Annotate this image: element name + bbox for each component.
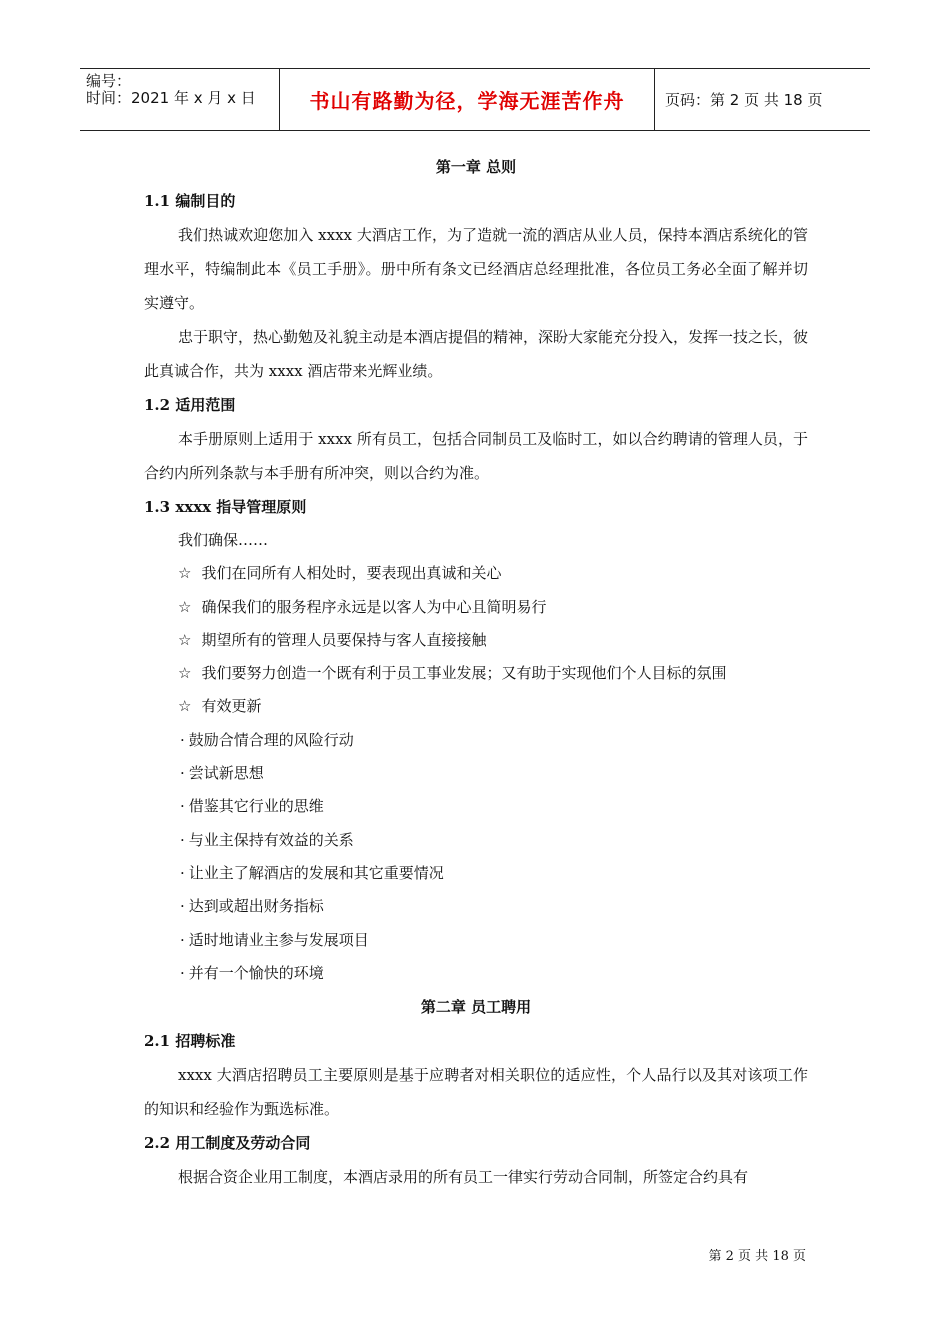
star-icon: ☆ [178, 630, 192, 649]
bullet-item [144, 890, 808, 923]
star-icon: ☆ [178, 697, 192, 716]
bullet-item-text: 与业主保持有效益的关系 [188, 830, 354, 849]
bullet-icon: · [180, 897, 185, 916]
bullet-item [144, 857, 808, 890]
time-label: 时间：2021 年 x 月 x 日 [86, 89, 256, 107]
star-icon: ☆ [178, 664, 192, 683]
list-item [144, 657, 808, 690]
bullet-item-text: 达到或超出财务指标 [188, 897, 324, 916]
star-icon: ☆ [178, 564, 192, 583]
bullet-item [144, 957, 808, 990]
number-label: 编号： [86, 72, 132, 90]
bullet-item [144, 924, 808, 957]
section-heading: 2.1 招聘标准 [144, 1032, 236, 1051]
paragraph: 根据合资企业用工制度，本酒店录用的所有员工一律实行劳动合同制，所签定合约具有 [178, 1168, 749, 1187]
list-item-text: 有效更新 [201, 697, 262, 716]
header-motto: 书山有路勤为径，学海无涯苦作舟 [280, 69, 655, 130]
paragraph: 本手册原则上适用于 xxxx 所有员工，包括合同制员工及临时工，如以合约聘请的管理人员，于合约内所列条款与本手册有所冲突，则以合约为准。 [144, 430, 808, 482]
list-item [144, 591, 808, 624]
bullet-item [144, 757, 808, 790]
list-item [144, 690, 808, 723]
chapter-title: 第一章 总则 [435, 158, 517, 176]
list-item [144, 557, 808, 590]
bullet-item [144, 724, 808, 757]
bullet-item-text: 鼓励合情合理的风险行动 [188, 730, 354, 749]
list-item-text: 我们在同所有人相处时，要表现出真诚和关心 [201, 564, 502, 583]
bullet-item-text: 适时地请业主参与发展项目 [188, 930, 369, 949]
section-heading: 1.3 xxxx 指导管理原则 [144, 498, 307, 516]
list-item [144, 624, 808, 657]
paragraph: 忠于职守，热心勤勉及礼貌主动是本酒店提倡的精神，深盼大家能充分投入，发挥一技之长，彼此真诚合作，共为 xxxx 酒店带来光辉业绩。 [144, 328, 809, 380]
star-icon: ☆ [178, 597, 192, 616]
bullet-icon: · [180, 797, 185, 816]
chapter-title: 第二章 员工聘用 [420, 998, 532, 1017]
page-footer: 第 2 页 共 18 页 [708, 1249, 806, 1264]
header-meta [80, 69, 280, 130]
bullet-item-text: 借鉴其它行业的思维 [188, 797, 324, 816]
list-intro: 我们确保…… [178, 531, 269, 549]
section-heading: 2.2 用工制度及劳动合同 [144, 1134, 311, 1153]
list-item-text: 确保我们的服务程序永远是以客人为中心且简明易行 [201, 597, 547, 616]
header-page-info: 页码：第 2 页 共 18 页 [665, 91, 823, 109]
bullet-icon: · [180, 730, 185, 749]
bullet-icon: · [180, 764, 185, 783]
list-item-text: 我们要努力创造一个既有利于员工事业发展；又有助于实现他们个人目标的氛围 [201, 664, 727, 683]
bullet-item-text: 并有一个愉快的环境 [188, 963, 324, 982]
bullet-item [144, 824, 808, 857]
bullet-icon: · [180, 830, 185, 849]
bullet-icon: · [180, 930, 185, 949]
bullet-icon: · [180, 863, 185, 882]
section-heading: 1.1 编制目的 [144, 192, 236, 210]
document-body [144, 150, 808, 1194]
bullet-item-text: 让业主了解酒店的发展和其它重要情况 [188, 863, 444, 882]
page-header [80, 68, 870, 131]
paragraph: 我们热诚欢迎您加入 xxxx 大酒店工作，为了造就一流的酒店从业人员，保持本酒店系统化的管理水平，特编制此本《员工手册》。册中所有条文已经酒店总经理批准，各位员工务必全面了解并切实遵守。 [144, 226, 808, 312]
bullet-item-text: 尝试新思想 [188, 764, 264, 783]
bullet-item [144, 790, 808, 823]
list-item-text: 期望所有的管理人员要保持与客人直接接触 [201, 630, 487, 649]
section-heading: 1.2 适用范围 [144, 396, 236, 414]
bullet-icon: · [180, 963, 185, 982]
paragraph: xxxx 大酒店招聘员工主要原则是基于应聘者对相关职位的适应性，个人品行以及其对该项工作的知识和经验作为甄选标准。 [144, 1066, 808, 1119]
